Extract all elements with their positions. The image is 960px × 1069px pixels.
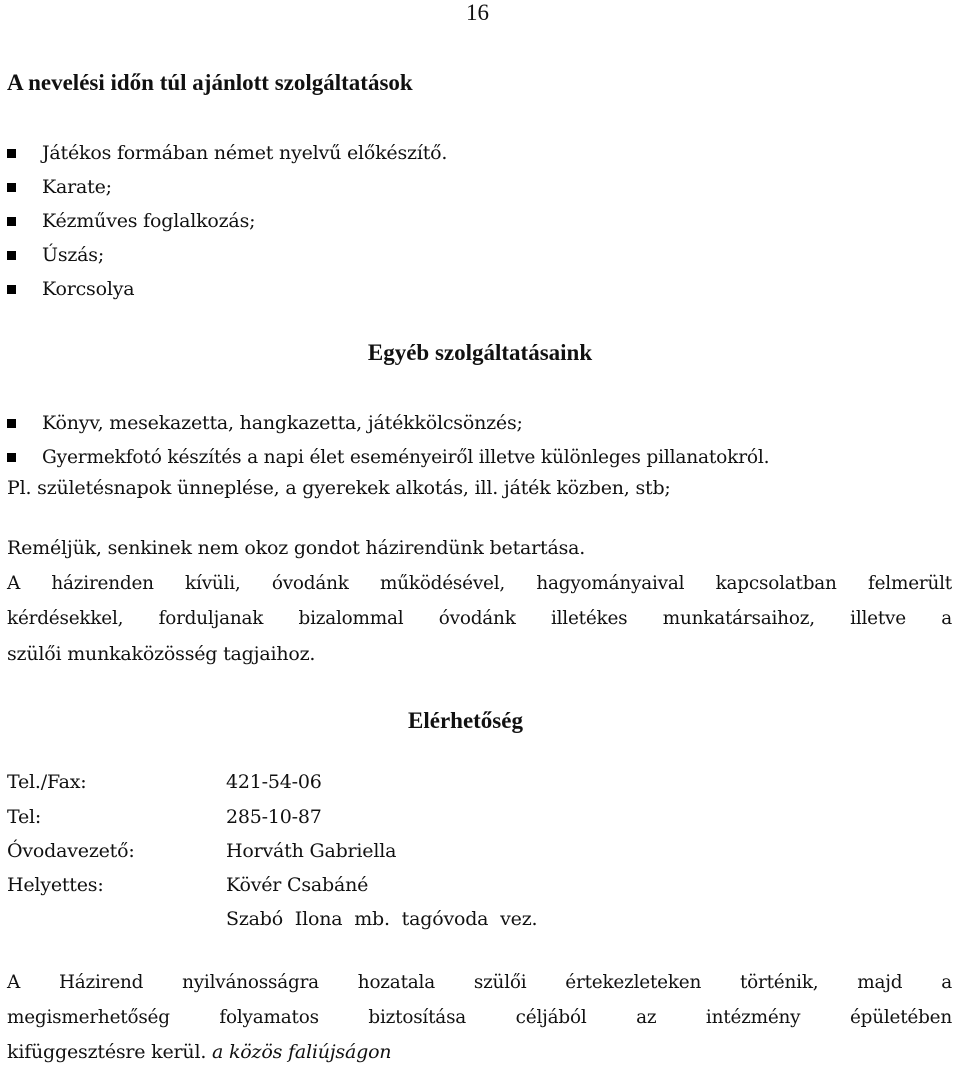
bullet-icon — [7, 183, 16, 192]
list-item — [7, 274, 134, 304]
paragraph-line: megismerhetőség folyamatos biztosítása céljából az intézmény épületében — [7, 1007, 952, 1028]
paragraph-line: A házirenden kívüli, óvodánk működésével, hagyományaival kapcsolatban felmerült — [7, 573, 952, 594]
paragraph-line: Reméljük, senkinek nem okoz gondot házirendünk betartása. — [7, 537, 586, 559]
bullet-icon — [7, 251, 16, 260]
notice-board-phrase: a közös faliújságon — [212, 1041, 392, 1063]
page-number: 16 — [466, 0, 489, 25]
paragraph-line: szülői munkaközösség tagjaihoz. — [7, 643, 316, 665]
list-item-text: Úszás; — [42, 244, 105, 266]
contact-label: Helyettes: — [7, 874, 104, 896]
paragraph-line: kérdésekkel, forduljanak bizalommal óvodánk illetékes munkatársaihoz, illetve a — [7, 608, 952, 629]
contact-value: 421-54-06 — [226, 771, 322, 793]
contact-value: Kövér Csabáné — [226, 874, 369, 896]
list-item-text: Játékos formában német nyelvű előkészítő. — [42, 142, 448, 164]
list-item — [7, 442, 769, 472]
list-item-text: Gyermekfotó készítés a napi élet eseményeiről illetve különleges pillanatokról. — [42, 446, 770, 468]
paragraph-line — [7, 1041, 391, 1063]
contact-value: Horváth Gabriella — [226, 840, 397, 862]
list-item-continuation: Pl. születésnapok ünneplése, a gyerekek alkotás, ill. játék közben, stb; — [7, 477, 671, 499]
contact-label: Óvodavezető: — [7, 840, 135, 862]
bullet-icon — [7, 217, 16, 226]
bullet-icon — [7, 419, 16, 428]
paragraph-line-start: kifüggesztésre kerül. — [7, 1041, 207, 1063]
section-title-contact: Elérhetőség — [408, 708, 523, 733]
list-item-text: Kézműves foglalkozás; — [42, 210, 256, 232]
list-item-text: Korcsolya — [42, 278, 135, 300]
contact-label: Tel: — [7, 806, 42, 828]
list-item — [7, 206, 255, 236]
paragraph-line: A Házirend nyilvánosságra hozatala szülői értekezleteken történik, majd a — [7, 972, 952, 993]
contact-value: Szabó Ilona mb. tagóvoda vez. — [226, 908, 538, 930]
bullet-icon — [7, 453, 16, 462]
section-title-other-services: Egyéb szolgáltatásaink — [367, 340, 593, 365]
contact-value: 285-10-87 — [226, 806, 322, 828]
bullet-icon — [7, 285, 16, 294]
list-item-text: Karate; — [42, 176, 112, 198]
section-title-services-outside-hours: A nevelési időn túl ajánlott szolgáltatások — [7, 70, 413, 95]
list-item — [7, 240, 104, 270]
list-item — [7, 138, 447, 168]
list-item-text: Könyv, mesekazetta, hangkazetta, játékkölcsönzés; — [42, 412, 523, 434]
list-item — [7, 408, 523, 438]
bullet-icon — [7, 149, 16, 158]
list-item — [7, 172, 112, 202]
contact-label: Tel./Fax: — [7, 771, 87, 793]
